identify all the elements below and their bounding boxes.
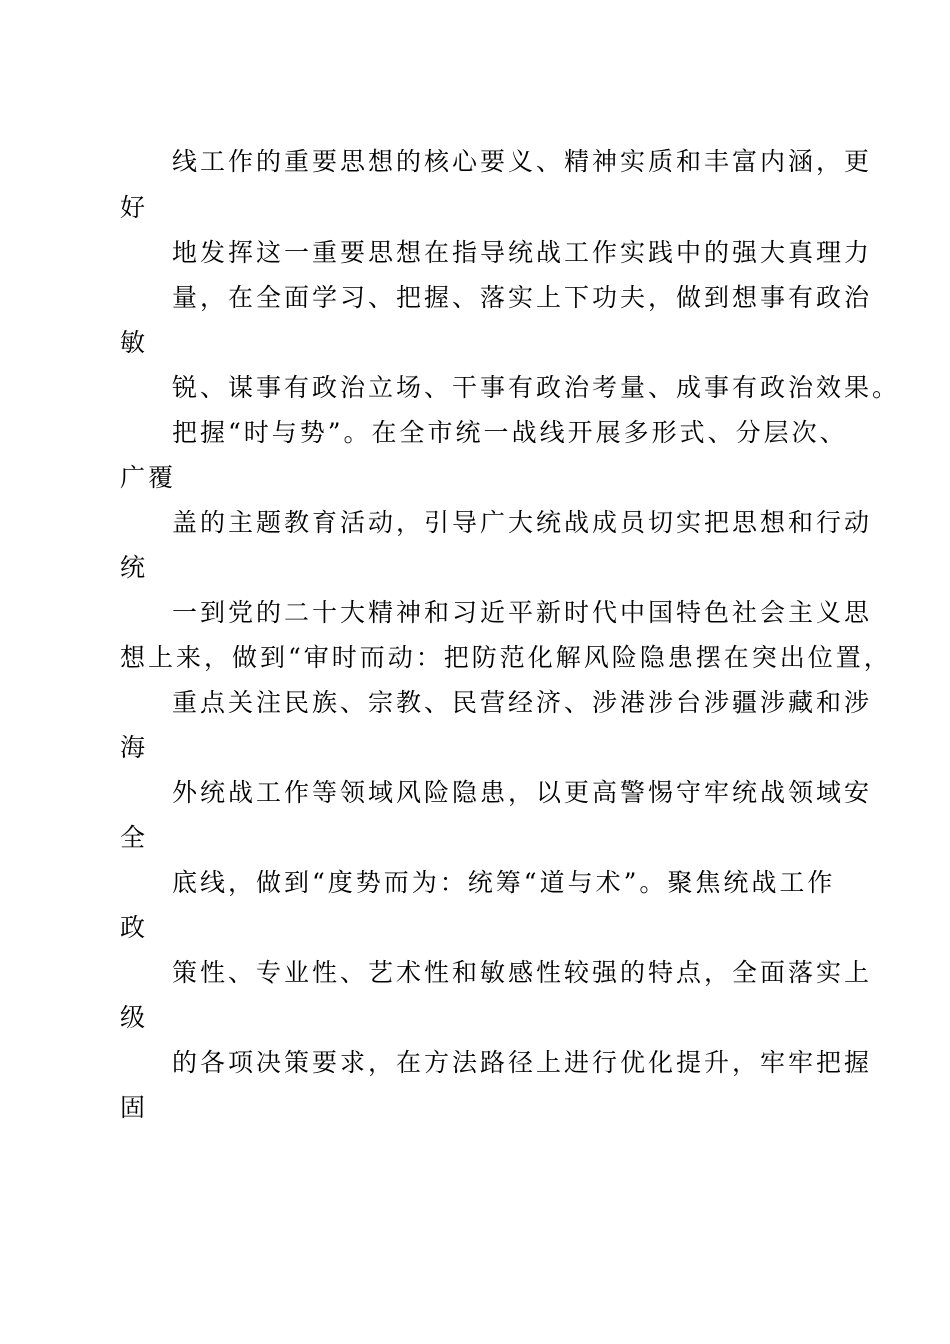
text-line: 策性、专业性、艺术性和敏感性较强的特点，全面落实上 [172, 958, 873, 987]
text-line: 底线，做到“度势而为：统筹“道与术”。聚焦统战工作 [172, 868, 836, 897]
text-line: 敏 [120, 328, 149, 357]
text-line: 一到党的二十大精神和习近平新时代中国特色社会主义思 [172, 598, 873, 627]
text-line: 外统战工作等领域风险隐患，以更高警惕守牢统战领域安 [172, 778, 873, 807]
text-line: 的各项决策要求，在方法路径上进行优化提升，牢牢把握 [172, 1048, 873, 1077]
text-line: 固 [120, 1093, 149, 1122]
text-line: 量，在全面学习、把握、落实上下功夫，做到想事有政治 [172, 283, 873, 312]
text-line: 重点关注民族、宗教、民营经济、涉港涉台涉疆涉藏和涉 [172, 688, 873, 717]
text-line: 海 [120, 733, 149, 762]
text-line: 统 [120, 553, 149, 582]
text-line: 好 [120, 193, 149, 222]
text-line: 广覆 [120, 463, 177, 492]
text-line: 线工作的重要思想的核心要义、精神实质和丰富内涵，更 [172, 147, 873, 176]
text-line: 政 [120, 913, 149, 942]
text-line: 盖的主题教育活动，引导广大统战成员切实把思想和行动 [172, 508, 873, 537]
text-line: 全 [120, 823, 149, 852]
text-line: 地发挥这一重要思想在指导统战工作实践中的强大真理力 [172, 238, 873, 267]
text-line: 锐、谋事有政治立场、干事有政治考量、成事有政治效果。 [172, 373, 901, 402]
text-line: 级 [120, 1003, 149, 1032]
text-line: 想上来，做到“审时而动：把防范化解风险隐患摆在突出位置， [120, 643, 892, 672]
text-line: 把握“时与势”。在全市统一战线开展多形式、分层次、 [172, 418, 848, 447]
